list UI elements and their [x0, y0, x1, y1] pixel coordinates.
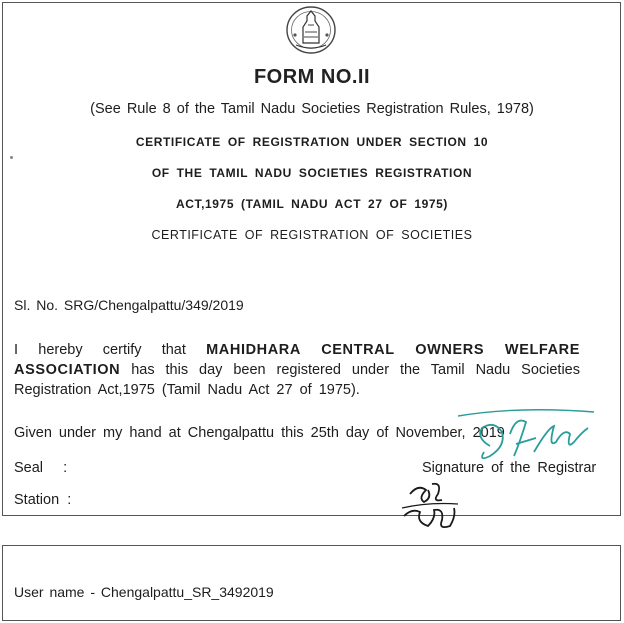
seal-label: Seal : [14, 460, 68, 476]
form-title: FORM NO.II [253, 66, 371, 88]
certify-suffix: has this day been registered under the Tamil Nadu Societies Registration Act,1975 (Tamil Nadu Act 27 of 1975). [14, 362, 581, 398]
certification-paragraph [14, 340, 580, 400]
certificate-heading-line3: ACT,1975 (TAMIL NADU ACT 27 OF 1975) [175, 197, 449, 211]
station-label: Station : [14, 492, 72, 508]
certificate-heading-line1: CERTIFICATE OF REGISTRATION UNDER SECTION 10 [135, 135, 489, 149]
certify-prefix: I hereby certify that [14, 342, 186, 358]
user-name: User name - Chengalpattu_SR_3492019 [14, 584, 274, 600]
signature-label: Signature of the Registrar [422, 460, 597, 476]
given-line: Given under my hand at Chengalpattu this 25th day of November, 2019 [14, 425, 505, 441]
state-emblem-icon [283, 5, 339, 57]
association-name: MAHIDHARA CENTRAL OWNERS WELFARE ASSOCIATION [14, 342, 581, 378]
footer-panel [2, 545, 621, 621]
rule-reference: (See Rule 8 of the Tamil Nadu Societies Registration Rules, 1978) [90, 101, 534, 117]
serial-number: Sl. No. SRG/Chengalpattu/349/2019 [14, 297, 244, 313]
scan-speck [10, 156, 13, 159]
certificate-heading-line2: OF THE TAMIL NADU SOCIETIES REGISTRATION [151, 166, 473, 180]
certificate-subheading: CERTIFICATE OF REGISTRATION OF SOCIETIES [151, 228, 473, 242]
